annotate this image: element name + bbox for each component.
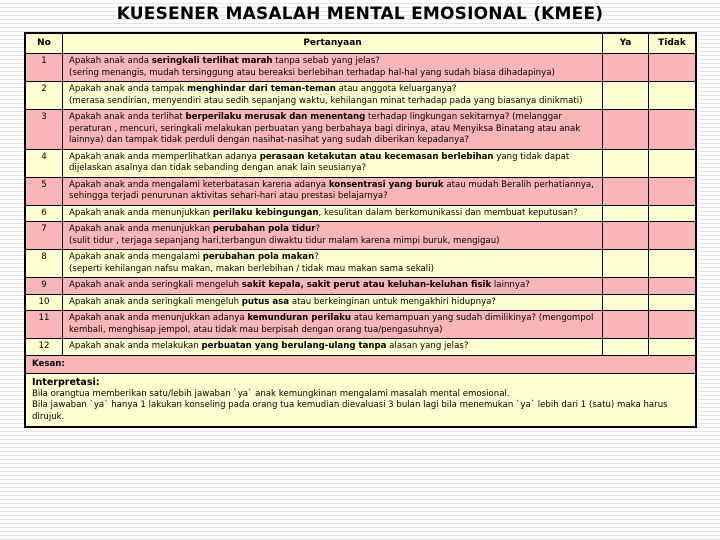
- question-emphasis: perilaku kebingungan: [212, 207, 319, 218]
- table-row: [25, 149, 696, 177]
- answer-yes-cell[interactable]: [603, 222, 649, 250]
- question-number: 6: [25, 205, 63, 222]
- questionnaire-table: [24, 32, 697, 428]
- header-no: No: [25, 33, 63, 54]
- table-row: [25, 54, 696, 82]
- answer-yes-cell[interactable]: [603, 278, 649, 295]
- question-detail: (merasa sendirian, menyendiri atau sedih sepanjang waktu, kehilangan minat terhadap pada yang biasanya dinikmati): [69, 95, 583, 106]
- question-pre: Apakah anak anda tampak: [69, 84, 188, 94]
- question-post: yang tidak dapat dijelaskan asalnya dan tidak sebanding dengan anak lain seusianya?: [69, 151, 570, 173]
- answer-no-cell[interactable]: [649, 294, 697, 311]
- question-post: ?: [314, 252, 319, 262]
- question-pre: Apakah anak anda menunjukkan: [69, 224, 213, 234]
- answer-yes-cell[interactable]: [603, 294, 649, 311]
- table-row: [25, 177, 696, 205]
- question-emphasis: sakit kepala, sakit perut atau keluhan-keluhan fisik: [241, 280, 492, 290]
- question-pre: Apakah anak anda mengalami keterbatasan karena adanya: [69, 179, 329, 190]
- question-text: [63, 294, 603, 311]
- question-post: ?: [315, 224, 321, 234]
- answer-yes-cell[interactable]: [603, 177, 649, 205]
- question-number: 5: [25, 177, 63, 205]
- question-detail: (seperti kehilangan nafsu makan, makan berlebihan / tidak mau makan sama sekali): [69, 263, 434, 274]
- answer-no-cell[interactable]: [649, 149, 697, 177]
- interpretation-label: Interpretasi:: [32, 377, 100, 388]
- question-emphasis: perasaan ketakutan atau kecemasan berlebihan: [259, 151, 494, 162]
- table-row: [25, 339, 696, 356]
- question-post: lainnya?: [491, 280, 530, 290]
- question-pre: Apakah anak anda menunjukkan adanya: [69, 313, 248, 323]
- interpretation-line-2: Bila jawaban `ya` hanya 1 lakukan konseling pada orang tua kemudian dievaluasi 3 bulan lagi bila menemukan `ya` lebih dari 1 (satu) maka harus dirujuk.: [32, 400, 668, 422]
- answer-yes-cell[interactable]: [603, 82, 649, 110]
- question-detail: (sulit tidur , terjaga sepanjang hari,terbangun diwaktu tidur malam karena mimpi buruk, mengigau): [69, 235, 500, 246]
- table-row: [25, 205, 696, 222]
- question-text: [63, 177, 603, 205]
- table-row: [25, 222, 696, 250]
- question-text: [63, 250, 603, 278]
- answer-no-cell[interactable]: [649, 54, 697, 82]
- question-text: [63, 205, 603, 222]
- question-number: 1: [25, 54, 63, 82]
- question-number: 2: [25, 82, 63, 110]
- question-post: alasan yang jelas?: [386, 341, 469, 351]
- question-emphasis: seringkali terlihat marah: [151, 56, 273, 66]
- answer-yes-cell[interactable]: [603, 250, 649, 278]
- question-number: 9: [25, 278, 63, 295]
- question-text: [63, 149, 603, 177]
- question-text: [63, 222, 603, 250]
- kesan-label: Kesan:: [32, 358, 65, 369]
- question-emphasis: perubahan pola tidur: [212, 224, 316, 234]
- question-pre: Apakah anak anda mengalami: [69, 252, 203, 262]
- question-post: atau mudah Beralih perhatiannya, sehingga terjadi penurunan aktivitas sehari-hari atau prestasi belajarnya?: [69, 179, 594, 201]
- question-post: atau anggota keluarganya?: [335, 84, 457, 94]
- answer-no-cell[interactable]: [649, 205, 697, 222]
- question-pre: Apakah anak anda seringkali mengeluh: [69, 296, 242, 307]
- question-text: [63, 311, 603, 339]
- question-text: [63, 339, 603, 356]
- answer-no-cell[interactable]: [649, 311, 697, 339]
- question-text: [63, 82, 603, 110]
- question-number: 3: [25, 110, 63, 150]
- question-emphasis: perubahan pola makan: [202, 252, 315, 262]
- answer-no-cell[interactable]: [649, 177, 697, 205]
- answer-yes-cell[interactable]: [603, 311, 649, 339]
- question-text: [63, 110, 603, 150]
- question-number: 10: [25, 294, 63, 311]
- question-number: 12: [25, 339, 63, 356]
- question-post: atau kemampuan yang sudah dimilikinya? (mengompol kembali, menghisap jempol, atau tidak mau berpisah dengan orang tua/pengasuhnya): [69, 313, 594, 335]
- question-emphasis: perbuatan yang berulang-ulang tanpa: [201, 341, 387, 351]
- question-emphasis: konsentrasi yang buruk: [328, 179, 444, 190]
- question-text: [63, 54, 603, 82]
- table-row: [25, 311, 696, 339]
- answer-no-cell[interactable]: [649, 339, 697, 356]
- table-header: [25, 33, 696, 54]
- question-pre: Apakah anak anda: [69, 56, 152, 66]
- answer-no-cell[interactable]: [649, 278, 697, 295]
- answer-yes-cell[interactable]: [603, 339, 649, 356]
- interpretation-row: [25, 374, 696, 428]
- question-emphasis: menghindar dari teman-teman: [187, 84, 336, 94]
- kesan-row: [25, 355, 696, 374]
- page-title: KUESENER MASALAH MENTAL EMOSIONAL (KMEE): [116, 4, 604, 24]
- question-post: , kesulitan dalam berkomunikassi dan membuat keputusan?: [318, 207, 578, 218]
- table-row: [25, 278, 696, 295]
- question-pre: Apakah anak anda terlihat: [69, 112, 186, 122]
- question-emphasis: putus asa: [241, 296, 290, 307]
- table-row: [25, 294, 696, 311]
- question-post: atau berkeinginan untuk mengakhiri hidupnya?: [289, 296, 496, 307]
- kesan-field[interactable]: [25, 355, 696, 374]
- question-pre: Apakah anak anda seringkali mengeluh: [69, 280, 242, 290]
- question-number: 7: [25, 222, 63, 250]
- answer-yes-cell[interactable]: [603, 54, 649, 82]
- answer-yes-cell[interactable]: [603, 149, 649, 177]
- question-number: 11: [25, 311, 63, 339]
- header-yes: Ya: [603, 33, 649, 54]
- header-question: Pertanyaan: [63, 33, 603, 54]
- question-emphasis: kemunduran perilaku: [247, 313, 351, 323]
- question-post: terhadap lingkungan sekitarnya? (melanggar peraturan , mencuri, seringkali melakukan perbuatan yang berbahaya bagi dirinya, atau Menyiksa Binatang atau anak lainnya) dan tampak tidak perduli dengan nasihat-nasihat yang sudah diberikan kepadanya?: [69, 112, 581, 145]
- question-pre: Apakah anak anda menunjukkan: [69, 207, 213, 218]
- answer-no-cell[interactable]: [649, 222, 697, 250]
- question-post: tanpa sebab yang jelas?: [272, 56, 380, 66]
- answer-yes-cell[interactable]: [603, 205, 649, 222]
- answer-no-cell[interactable]: [649, 82, 697, 110]
- question-pre: Apakah anak anda melakukan: [69, 341, 202, 351]
- header-no-answer: Tidak: [649, 33, 697, 54]
- answer-yes-cell[interactable]: [603, 110, 649, 150]
- answer-no-cell[interactable]: [649, 110, 697, 150]
- question-text: [63, 278, 603, 295]
- question-emphasis: berperilaku merusak dan menentang: [185, 112, 366, 122]
- table-row: [25, 250, 696, 278]
- interpretation-line-1: Bila orangtua memberikan satu/lebih jawaban `ya` anak kemungkinan mengalami masalah mental emosional.: [32, 388, 510, 399]
- question-detail: (sering menangis, mudah tersinggung atau bereaksi berlebihan terhadap hal-hal yang sudah biasa dihadapinya): [69, 67, 555, 78]
- interpretation-cell: [25, 374, 696, 428]
- question-number: 4: [25, 149, 63, 177]
- answer-no-cell[interactable]: [649, 250, 697, 278]
- question-pre: Apakah anak anda memperlihatkan adanya: [69, 151, 260, 162]
- table-row: [25, 82, 696, 110]
- question-number: 8: [25, 250, 63, 278]
- table-row: [25, 110, 696, 150]
